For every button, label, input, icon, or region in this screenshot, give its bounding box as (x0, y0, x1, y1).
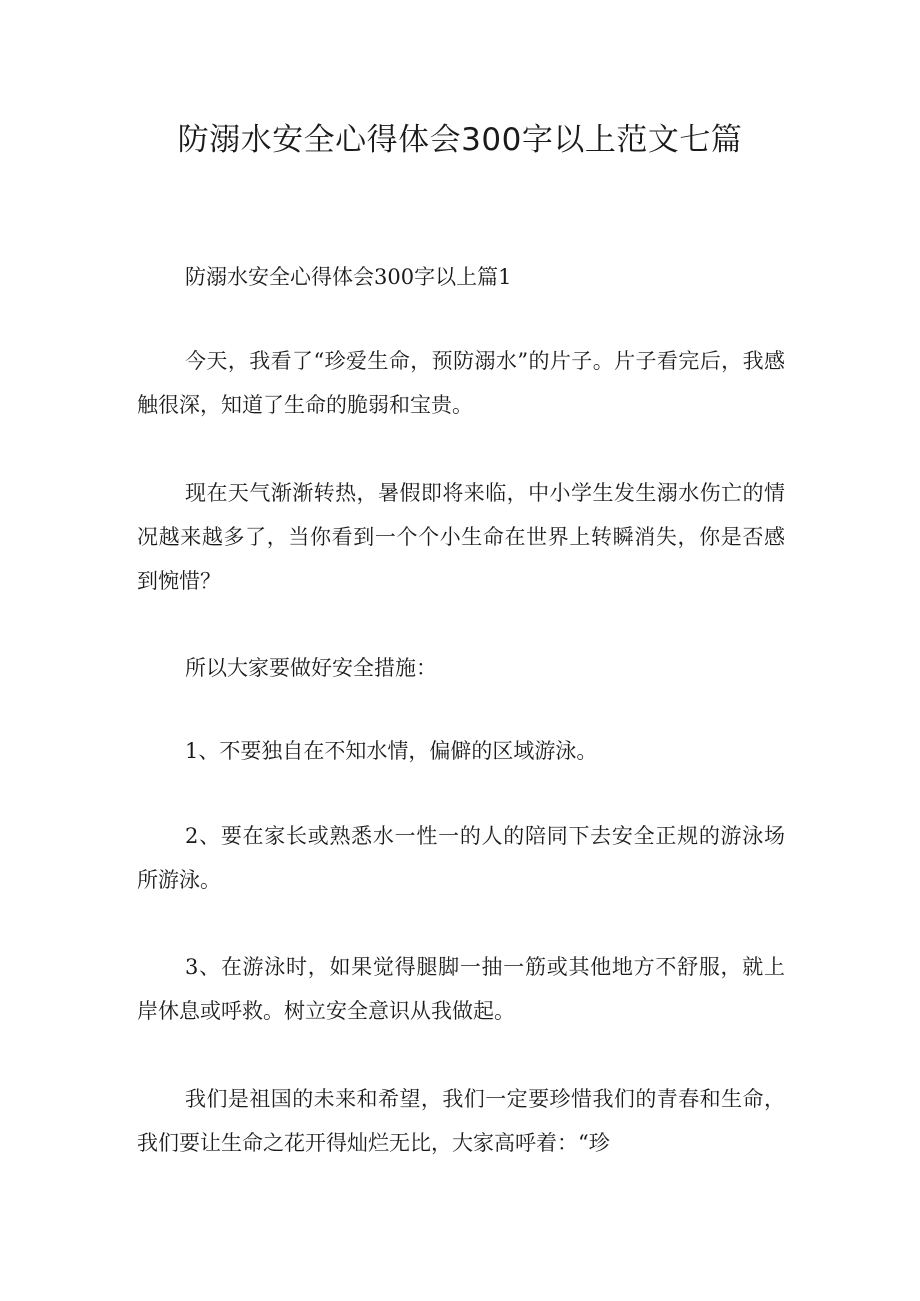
section-heading: 防溺水安全心得体会300字以上篇1 (185, 265, 512, 289)
paragraph-2: 现在天气渐渐转热，暑假即将来临，中小学生发生溺水伤亡的情况越来越多了，当你看到一个个小生命在世界上转瞬消失，你是否感到惋惜？ (137, 481, 785, 593)
paragraph-4: 1、不要独自在不知水情，偏僻的区域游泳。 (185, 739, 598, 763)
paragraph-7: 我们是祖国的未来和希望，我们一定要珍惜我们的青春和生命，我们要让生命之花开得灿烂无比，大家高呼着：“珍 (137, 1087, 785, 1155)
paragraph-6: 3、在游泳时，如果觉得腿脚一抽一筋或其他地方不舒服，就上岸休息或呼救。树立安全意识从我做起。 (137, 955, 785, 1023)
document-title: 防溺水安全心得体会300字以上范文七篇 (177, 122, 743, 158)
paragraph-5: 2、要在家长或熟悉水一性一的人的陪同下去安全正规的游泳场所游泳。 (137, 824, 785, 892)
paragraph-3: 所以大家要做好安全措施： (185, 656, 437, 680)
paragraph-1: 今天，我看了“珍爱生命，预防溺水”的片子。片子看完后，我感触很深，知道了生命的脆弱和宝贵。 (137, 349, 785, 417)
